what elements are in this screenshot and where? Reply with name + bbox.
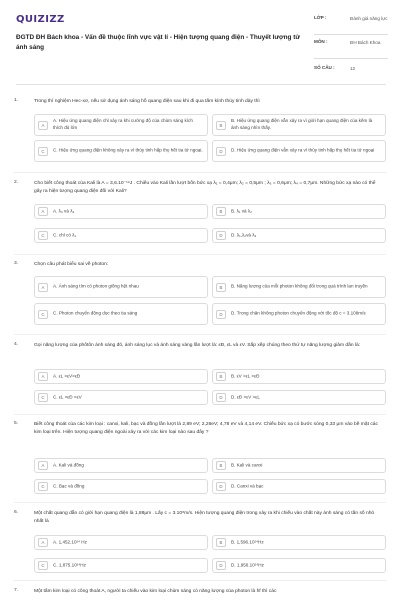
- question-text: Gọi năng lượng của phôtôn ánh sáng đỏ, ánh sáng lục và ánh sáng vàng lần lượt là: εĐ, εL và εV. Sắp xếp chúng theo thứ tự năng lượng giảm dần là:: [34, 343, 361, 348]
- question-divider: [14, 580, 386, 581]
- option-letter: C: [38, 147, 48, 156]
- meta-lop-value: Đánh giá năng lực: [350, 16, 388, 21]
- option-text: B. Hiệu ứng quang điện vẫn xảy ra vì giới hạn quang điện của kẽm là ánh sáng nhìn thấy.: [231, 118, 373, 130]
- meta-mon-label: MÔN :: [314, 39, 328, 44]
- question-divider: [14, 172, 386, 173]
- option-text: D. 1,956.10¹⁴Hz: [231, 562, 264, 568]
- option-text: B. λ₁ và λ₂: [231, 208, 252, 214]
- question-divider: [14, 254, 386, 255]
- question-text: Một chất quang dẫn có giới hạn quang điện là 1,88μm . Lấy c = 3.10⁸m/s. Hiện tượng quang điện trong xảy ra khi chiếu vào chất này ánh sáng có tần số nhỏ nhất là: [34, 511, 375, 524]
- quizizz-logo: QUIZIZZ: [16, 14, 65, 25]
- option-letter: C: [38, 482, 48, 491]
- option-c[interactable]: [34, 228, 208, 243]
- option-text: D. Hiệu ứng quang điện vẫn xảy ra vì thủy tinh hấp thụ hết tia tử ngoại: [231, 147, 375, 153]
- option-letter: D: [216, 147, 226, 156]
- meta-divider: [314, 58, 388, 59]
- question-text: Trong thí nghiệm Hec-xơ, nếu sử dụng ánh sáng hồ quang điện sau khi đi qua tấm kính thủy tinh dày thì: [34, 99, 260, 104]
- option-text: B. 1,596.10¹⁴Hz: [231, 539, 264, 545]
- question-text: Cho biết công thoát của Kali là A = 3,6.10⁻¹⁹J . Chiếu vào Kali lần lượt bốn bức xạ λ₁ = 0,4μm; λ₂ = 0,5μm ; λ₃ = 0,6μm; λ₄ = 0,7μm. Những bức xạ nào có thể gây ra hiện tượng quang điện đối với Kali?: [34, 181, 376, 194]
- option-text: D. λ₁,λ₂và λ₃: [231, 232, 257, 238]
- question-text: Một tấm kim loại có công thoát A, người ta chiếu vào kim loại chùm sáng có năng lượng của photon là hf thì các: [34, 589, 277, 594]
- meta-socau-label: SỐ CÂU :: [314, 65, 335, 70]
- option-letter: A: [38, 121, 48, 130]
- option-a[interactable]: [34, 369, 208, 384]
- option-letter: B: [216, 538, 226, 547]
- option-d[interactable]: [212, 479, 386, 494]
- option-letter: D: [216, 310, 226, 319]
- option-text: A. λ₃ và λ₄: [53, 208, 75, 214]
- option-text: A. Hiệu ứng quang điện chỉ xảy ra khi cường độ của chùm sáng kích thích đủ lớn: [53, 118, 193, 130]
- option-a[interactable]: [34, 458, 208, 473]
- question-number: 6.: [14, 510, 19, 515]
- option-text: A. Kali và đồng: [53, 462, 84, 468]
- option-c[interactable]: [34, 140, 208, 162]
- option-letter: A: [38, 283, 48, 292]
- question-divider: [14, 334, 386, 335]
- option-text: B. εV >εL >εĐ: [231, 373, 260, 379]
- option-letter: C: [38, 231, 48, 240]
- option-letter: D: [216, 231, 226, 240]
- option-text: D. Canxi và bạc: [231, 483, 264, 489]
- option-text: A. Ánh sáng tím có photon giống hệt nhau: [53, 283, 139, 289]
- question-divider: [14, 502, 386, 503]
- header-divider: [16, 84, 386, 85]
- option-text: C. εL >εĐ >εV: [53, 394, 82, 400]
- question-number: 1.: [14, 98, 19, 103]
- option-letter: A: [38, 372, 48, 381]
- option-text: C. Hiệu ứng quang điện không xảy ra vì thủy tinh hấp thụ hết tia tử ngoại.: [53, 147, 203, 153]
- option-a[interactable]: [34, 204, 208, 219]
- option-a[interactable]: [34, 535, 208, 550]
- option-text: C. chỉ có λ₁: [53, 232, 76, 238]
- option-text: B. Năng lượng của mỗi photon không đổi trong quá trình lan truyền: [231, 283, 368, 289]
- option-d[interactable]: [212, 558, 386, 573]
- option-b[interactable]: [212, 369, 386, 384]
- option-text: B. Kali và canxi: [231, 462, 263, 468]
- option-text: C. 1,875.10¹⁴Hz: [53, 562, 86, 568]
- option-text: D. Trong chân không photon chuyển động với tốc độ c = 3.108m/s: [231, 310, 366, 316]
- option-letter: B: [216, 461, 226, 470]
- option-letter: C: [38, 561, 48, 570]
- option-c[interactable]: [34, 303, 208, 325]
- question-number: 4.: [14, 342, 19, 347]
- option-letter: B: [216, 121, 226, 130]
- meta-lop-label: LỚP :: [314, 15, 327, 20]
- option-c[interactable]: [34, 479, 208, 494]
- option-b[interactable]: [212, 204, 386, 219]
- question-divider: [14, 414, 386, 415]
- option-letter: B: [216, 207, 226, 216]
- document-title: ĐGTD ĐH Bách khoa - Vấn đề thuộc lĩnh vực vật lí - Hiện tượng quang điện - Thuyết lượng tử ánh sáng: [16, 34, 300, 51]
- option-b[interactable]: [212, 535, 386, 550]
- option-c[interactable]: [34, 558, 208, 573]
- option-letter: C: [38, 310, 48, 319]
- option-letter: D: [216, 482, 226, 491]
- option-d[interactable]: [212, 390, 386, 405]
- question-number: 7.: [14, 588, 19, 593]
- option-d[interactable]: [212, 228, 386, 243]
- option-letter: C: [38, 393, 48, 402]
- option-letter: B: [216, 283, 226, 292]
- question-number: 2.: [14, 180, 19, 185]
- option-d[interactable]: [212, 303, 386, 325]
- question-text: Biết công thoát của các kim loại : canxi, kali, bạc và đồng lần lượt là 2,89 eV; 2,26eV; 4,78 eV và 4,14 eV. Chiếu bức xạ có bước sóng 0,33 μm vào bề mặt các kim loại trên. Hiện tượng quang điện ngoài xảy ra với các kim loại nào sau đây ?: [34, 422, 378, 435]
- option-text: D. εĐ >εV >εL: [231, 394, 260, 400]
- option-text: C. Photon chuyển động dọc theo tia sáng: [53, 310, 138, 316]
- option-text: A. 1,452.10¹⁴ Hz: [53, 539, 87, 545]
- option-b[interactable]: [212, 458, 386, 473]
- option-text: C. Bạc và đồng: [53, 483, 85, 489]
- option-letter: A: [38, 207, 48, 216]
- meta-divider: [314, 34, 388, 35]
- option-text: A. εL >εV>εĐ: [53, 373, 81, 379]
- meta-socau-value: 12: [350, 66, 356, 71]
- option-letter: A: [38, 461, 48, 470]
- question-number: 3.: [14, 261, 19, 266]
- option-b[interactable]: [212, 276, 386, 298]
- question-text: Chọn câu phát biểu sai về photon:: [34, 262, 109, 267]
- option-a[interactable]: [34, 114, 208, 136]
- option-letter: B: [216, 372, 226, 381]
- document-header: [16, 14, 388, 80]
- option-letter: D: [216, 561, 226, 570]
- option-letter: D: [216, 393, 226, 402]
- option-d[interactable]: [212, 140, 386, 162]
- option-letter: A: [38, 538, 48, 547]
- meta-mon-value: ĐH Bách Khoa: [350, 40, 381, 45]
- question-number: 5.: [14, 421, 19, 426]
- option-a[interactable]: [34, 276, 208, 298]
- option-b[interactable]: [212, 114, 386, 136]
- option-c[interactable]: [34, 390, 208, 405]
